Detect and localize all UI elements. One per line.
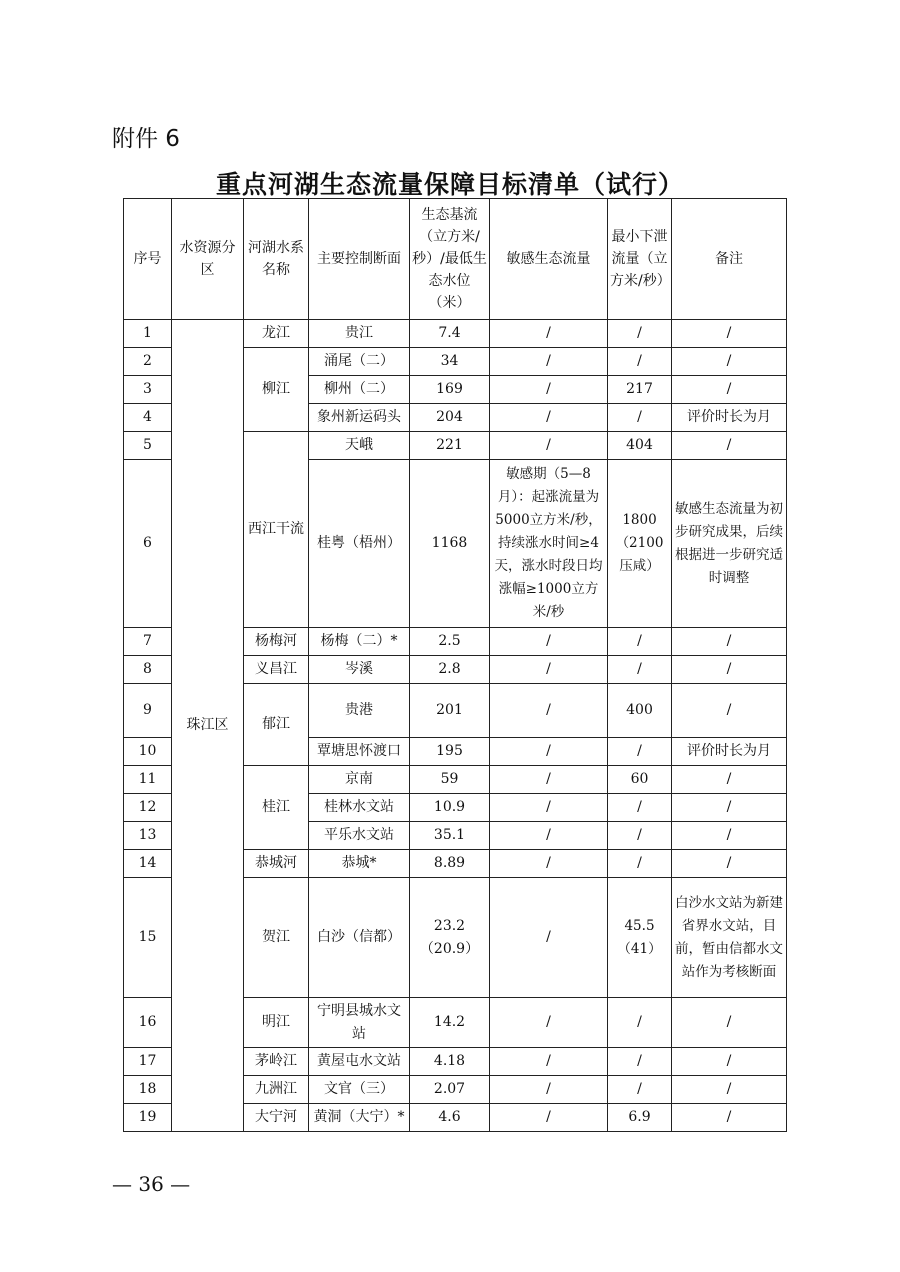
header-section: 主要控制断面	[309, 199, 410, 320]
river-cell: 杨梅河	[244, 628, 309, 656]
min-discharge-cell: /	[608, 794, 672, 822]
document-title: 重点河湖生态流量保障目标清单（试行）	[215, 170, 684, 199]
section-cell: 岑溪	[309, 656, 410, 684]
base-flow-cell: 34	[410, 348, 490, 376]
min-discharge-cell: /	[608, 822, 672, 850]
header-base-flow: 生态基流（立方米/秒）/最低生态水位（米）	[410, 199, 490, 320]
row-seq: 2	[124, 348, 172, 376]
section-cell: 平乐水文站	[309, 822, 410, 850]
note-cell: /	[672, 628, 787, 656]
min-discharge-cell: 404	[608, 432, 672, 460]
base-flow-cell: 8.89	[410, 850, 490, 878]
section-cell: 文官（三）	[309, 1076, 410, 1104]
section-cell: 天峨	[309, 432, 410, 460]
section-cell: 杨梅（二）*	[309, 628, 410, 656]
min-discharge-cell: /	[608, 1076, 672, 1104]
sensitive-cell: /	[490, 1076, 608, 1104]
sensitive-cell: /	[490, 878, 608, 998]
min-discharge-cell: 45.5（41）	[608, 878, 672, 998]
sensitive-cell: /	[490, 656, 608, 684]
note-cell: /	[672, 850, 787, 878]
sensitive-cell: /	[490, 684, 608, 738]
river-cell: 柳江	[244, 348, 309, 432]
sensitive-cell: /	[490, 1104, 608, 1132]
section-cell: 黄洞（大宁）*	[309, 1104, 410, 1132]
table-row	[124, 320, 787, 348]
row-seq: 17	[124, 1048, 172, 1076]
row-seq: 10	[124, 738, 172, 766]
row-seq: 13	[124, 822, 172, 850]
min-discharge-cell: /	[608, 738, 672, 766]
note-cell: /	[672, 432, 787, 460]
base-flow-cell: 169	[410, 376, 490, 404]
min-discharge-cell: 6.9	[608, 1104, 672, 1132]
river-cell: 桂江	[244, 766, 309, 850]
header-row	[124, 199, 787, 320]
base-flow-cell: 2.07	[410, 1076, 490, 1104]
row-seq: 16	[124, 998, 172, 1048]
note-cell: /	[672, 822, 787, 850]
page-number: — 36 —	[112, 1172, 191, 1196]
river-cell: 西江干流	[244, 432, 309, 628]
sensitive-cell: /	[490, 432, 608, 460]
note-cell: /	[672, 998, 787, 1048]
row-seq: 5	[124, 432, 172, 460]
min-discharge-cell: 217	[608, 376, 672, 404]
section-cell: 黄屋屯水文站	[309, 1048, 410, 1076]
sensitive-cell: /	[490, 794, 608, 822]
row-seq: 4	[124, 404, 172, 432]
base-flow-cell: 7.4	[410, 320, 490, 348]
min-discharge-cell: /	[608, 404, 672, 432]
min-discharge-cell: /	[608, 320, 672, 348]
header-sensitive-flow: 敏感生态流量	[490, 199, 608, 320]
base-flow-cell: 2.5	[410, 628, 490, 656]
note-cell: /	[672, 1048, 787, 1076]
sensitive-cell: /	[490, 766, 608, 794]
section-cell: 桂粤（梧州）	[309, 460, 410, 628]
row-seq: 14	[124, 850, 172, 878]
sensitive-cell: 敏感期（5—8月）：起涨流量为5000立方米/秒，持续涨水时间≥4天，涨水时段日均涨幅≥1000立方米/秒	[490, 460, 608, 628]
river-cell: 明江	[244, 998, 309, 1048]
row-seq: 7	[124, 628, 172, 656]
sensitive-cell: /	[490, 822, 608, 850]
section-cell: 宁明县城水文站	[309, 998, 410, 1048]
note-cell: /	[672, 766, 787, 794]
base-flow-cell: 1168	[410, 460, 490, 628]
row-seq: 19	[124, 1104, 172, 1132]
note-cell: /	[672, 1104, 787, 1132]
min-discharge-cell: /	[608, 850, 672, 878]
section-cell: 白沙（信都）	[309, 878, 410, 998]
base-flow-cell: 204	[410, 404, 490, 432]
sensitive-cell: /	[490, 376, 608, 404]
section-cell: 贵江	[309, 320, 410, 348]
note-cell: 评价时长为月	[672, 738, 787, 766]
min-discharge-cell: /	[608, 628, 672, 656]
note-cell: /	[672, 1076, 787, 1104]
sensitive-cell: /	[490, 628, 608, 656]
note-cell: /	[672, 794, 787, 822]
river-cell: 郁江	[244, 684, 309, 766]
base-flow-cell: 14.2	[410, 998, 490, 1048]
sensitive-cell: /	[490, 320, 608, 348]
row-seq: 3	[124, 376, 172, 404]
note-cell: /	[672, 656, 787, 684]
sensitive-cell: /	[490, 850, 608, 878]
min-discharge-cell: 60	[608, 766, 672, 794]
min-discharge-cell: 1800（2100压咸）	[608, 460, 672, 628]
note-cell: /	[672, 376, 787, 404]
river-cell: 恭城河	[244, 850, 309, 878]
header-note: 备注	[672, 199, 787, 320]
note-cell: 敏感生态流量为初步研究成果，后续根据进一步研究适时调整	[672, 460, 787, 628]
river-cell: 贺江	[244, 878, 309, 998]
note-cell: /	[672, 684, 787, 738]
row-seq: 6	[124, 460, 172, 628]
row-seq: 1	[124, 320, 172, 348]
sensitive-cell: /	[490, 1048, 608, 1076]
header-region: 水资源分区	[172, 199, 244, 320]
eco-flow-table	[123, 198, 787, 1132]
sensitive-cell: /	[490, 738, 608, 766]
note-cell: /	[672, 320, 787, 348]
river-cell: 龙江	[244, 320, 309, 348]
row-seq: 18	[124, 1076, 172, 1104]
base-flow-cell: 23.2（20.9）	[410, 878, 490, 998]
base-flow-cell: 35.1	[410, 822, 490, 850]
sensitive-cell: /	[490, 404, 608, 432]
row-seq: 15	[124, 878, 172, 998]
row-seq: 12	[124, 794, 172, 822]
base-flow-cell: 10.9	[410, 794, 490, 822]
note-cell: /	[672, 348, 787, 376]
section-cell: 涌尾（二）	[309, 348, 410, 376]
min-discharge-cell: /	[608, 656, 672, 684]
note-cell: 白沙水文站为新建省界水文站，目前，暂由信都水文站作为考核断面	[672, 878, 787, 998]
base-flow-cell: 195	[410, 738, 490, 766]
base-flow-cell: 201	[410, 684, 490, 738]
min-discharge-cell: /	[608, 998, 672, 1048]
min-discharge-cell: 400	[608, 684, 672, 738]
sensitive-cell: /	[490, 348, 608, 376]
section-cell: 桂林水文站	[309, 794, 410, 822]
note-cell: 评价时长为月	[672, 404, 787, 432]
annex-label: 附件 6	[112, 126, 180, 152]
region-cell: 珠江区	[172, 320, 244, 1132]
base-flow-cell: 4.6	[410, 1104, 490, 1132]
section-cell: 覃塘思怀渡口	[309, 738, 410, 766]
section-cell: 象州新运码头	[309, 404, 410, 432]
row-seq: 11	[124, 766, 172, 794]
base-flow-cell: 2.8	[410, 656, 490, 684]
river-cell: 大宁河	[244, 1104, 309, 1132]
min-discharge-cell: /	[608, 348, 672, 376]
base-flow-cell: 4.18	[410, 1048, 490, 1076]
header-river: 河湖水系名称	[244, 199, 309, 320]
header-min-discharge: 最小下泄流量（立方米/秒）	[608, 199, 672, 320]
section-cell: 柳州（二）	[309, 376, 410, 404]
river-cell: 茅岭江	[244, 1048, 309, 1076]
river-cell: 九洲江	[244, 1076, 309, 1104]
section-cell: 贵港	[309, 684, 410, 738]
sensitive-cell: /	[490, 998, 608, 1048]
header-seq: 序号	[124, 199, 172, 320]
river-cell: 义昌江	[244, 656, 309, 684]
row-seq: 8	[124, 656, 172, 684]
base-flow-cell: 59	[410, 766, 490, 794]
section-cell: 京南	[309, 766, 410, 794]
min-discharge-cell: /	[608, 1048, 672, 1076]
section-cell: 恭城*	[309, 850, 410, 878]
base-flow-cell: 221	[410, 432, 490, 460]
row-seq: 9	[124, 684, 172, 738]
